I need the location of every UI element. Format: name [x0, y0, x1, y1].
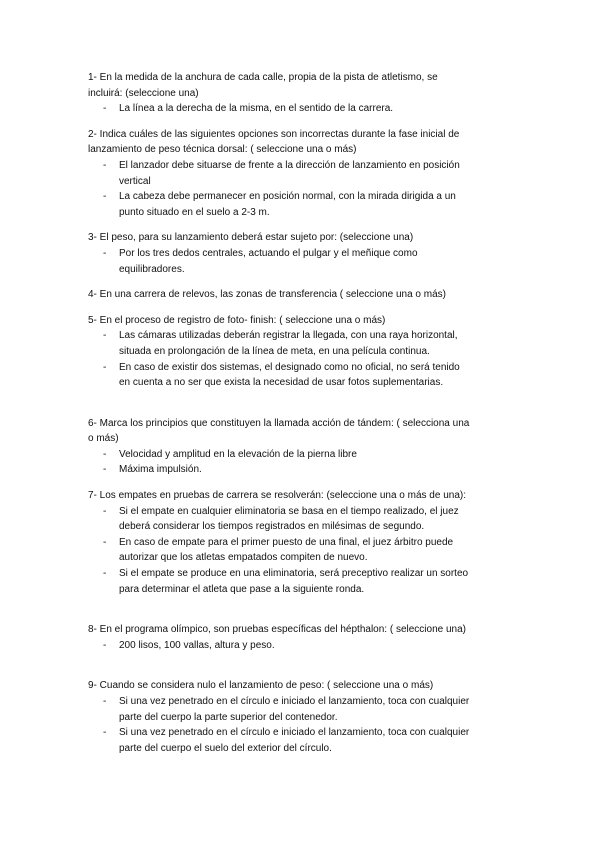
- question-text: incluirá: (seleccione una): [88, 87, 199, 99]
- question-text: 8- En el programa olímpico, son pruebas específicas del hépthalon: ( seleccione una): [88, 624, 466, 636]
- answer-option: [88, 535, 528, 566]
- answer-option: [88, 638, 528, 654]
- answer-text: para determinar el atleta que pase a la siguiente ronda.: [119, 583, 365, 595]
- question-text: 3- El peso, para su lanzamiento deberá estar sujeto por: (seleccione una): [88, 232, 414, 244]
- answer-option: [88, 566, 528, 597]
- question-5: [88, 313, 528, 391]
- answer-option: [88, 158, 528, 189]
- answer-text: parte del cuerpo el suelo del exterior del círculo.: [119, 742, 332, 754]
- answer-option: [88, 504, 528, 535]
- answer-text: en cuenta a no ser que exista la necesidad de usar fotos suplementarias.: [119, 377, 444, 389]
- question-7: [88, 488, 528, 597]
- question-6: [88, 416, 528, 478]
- question-text: 6- Marca los principios que constituyen la llamada acción de tándem: ( selecciona una: [88, 417, 470, 429]
- document-page: [88, 70, 528, 756]
- dash-bullet: -: [103, 247, 107, 259]
- answer-option: [88, 725, 528, 756]
- dash-bullet: -: [103, 103, 107, 115]
- dash-bullet: -: [103, 568, 107, 580]
- answer-text: En caso de existir dos sistemas, el designado como no oficial, no será tenido: [119, 361, 460, 373]
- dash-bullet: -: [103, 536, 107, 548]
- dash-bullet: -: [103, 464, 107, 476]
- answer-option: [88, 189, 528, 220]
- answer-text: situada en prolongación de la línea de meta, en una película continua.: [119, 345, 430, 357]
- answer-text: punto situado en el suelo a 2-3 m.: [119, 206, 270, 218]
- answer-text: El lanzador debe situarse de frente a la dirección de lanzamiento en posición: [119, 159, 460, 171]
- dash-bullet: -: [103, 448, 107, 460]
- dash-bullet: -: [103, 727, 107, 739]
- answer-text: Si una vez penetrado en el círculo e iniciado el lanzamiento, toca con cualquier: [119, 696, 470, 707]
- question-9: [88, 678, 528, 756]
- question-3: [88, 230, 528, 277]
- question-text: 7- Los empates en pruebas de carrera se resolverán: (seleccione una o más de una):: [88, 490, 466, 502]
- question-text: 9- Cuando se considera nulo el lanzamiento de peso: ( seleccione una o más): [88, 680, 434, 692]
- question-text: 4- En una carrera de relevos, las zonas de transferencia ( seleccione una o más): [88, 289, 446, 301]
- question-text: 1- En la medida de la anchura de cada calle, propia de la pista de atletismo, se: [88, 72, 438, 83]
- question-1: [88, 70, 528, 117]
- question-text: 5- En el proceso de registro de foto- finish: ( seleccione una o más): [88, 314, 386, 326]
- answer-text: En caso de empate para el primer puesto de una final, el juez árbitro puede: [119, 536, 454, 548]
- answer-option: [88, 101, 528, 117]
- question-text: o más): [88, 433, 119, 445]
- answer-text: autorizar que los atletas empatados compiten de nuevo.: [119, 552, 368, 564]
- answer-text: Si el empate se produce en una eliminatoria, será preceptivo realizar un sorteo: [119, 568, 469, 580]
- answer-text: Velocidad y amplitud en la elevación de la pierna libre: [119, 448, 357, 460]
- answer-option: [88, 360, 528, 391]
- answer-option: [88, 328, 528, 359]
- dash-bullet: -: [103, 639, 107, 651]
- dash-bullet: -: [103, 159, 107, 171]
- answer-text: parte del cuerpo la parte superior del contenedor.: [119, 711, 338, 723]
- answer-text: 200 lisos, 100 vallas, altura y peso.: [119, 639, 275, 651]
- answer-option: [88, 462, 528, 478]
- answer-text: Máxima impulsión.: [119, 464, 202, 476]
- dash-bullet: -: [103, 361, 107, 373]
- question-text: 2- Indica cuáles de las siguientes opciones son incorrectas durante la fase inicial de: [88, 128, 460, 140]
- answer-text: Las cámaras utilizadas deberán registrar la llegada, con una raya horizontal,: [119, 330, 458, 342]
- answer-text: equilibradores.: [119, 263, 185, 275]
- answer-text: Por los tres dedos centrales, actuando el pulgar y el meñique como: [119, 247, 418, 259]
- answer-text: deberá considerar los tiempos registrados en milésimas de segundo.: [119, 521, 425, 533]
- answer-text: Si el empate en cualquier eliminatoria se basa en el tiempo realizado, el juez: [119, 505, 459, 517]
- answer-option: [88, 447, 528, 463]
- answer-text: La cabeza debe permanecer en posición normal, con la mirada dirigida a un: [119, 191, 456, 203]
- dash-bullet: -: [103, 696, 107, 707]
- question-8: [88, 622, 528, 653]
- dash-bullet: -: [103, 330, 107, 342]
- answer-option: [88, 246, 528, 277]
- dash-bullet: -: [103, 191, 107, 203]
- question-4: [88, 287, 528, 303]
- answer-option: [88, 694, 528, 725]
- answer-text: vertical: [119, 175, 151, 187]
- question-text: lanzamiento de peso técnica dorsal: ( seleccione una o más): [88, 144, 357, 156]
- answer-text: Si una vez penetrado en el círculo e iniciado el lanzamiento, toca con cualquier: [119, 727, 470, 739]
- answer-text: La línea a la derecha de la misma, en el sentido de la carrera.: [119, 103, 394, 115]
- question-2: [88, 127, 528, 221]
- dash-bullet: -: [103, 505, 107, 517]
